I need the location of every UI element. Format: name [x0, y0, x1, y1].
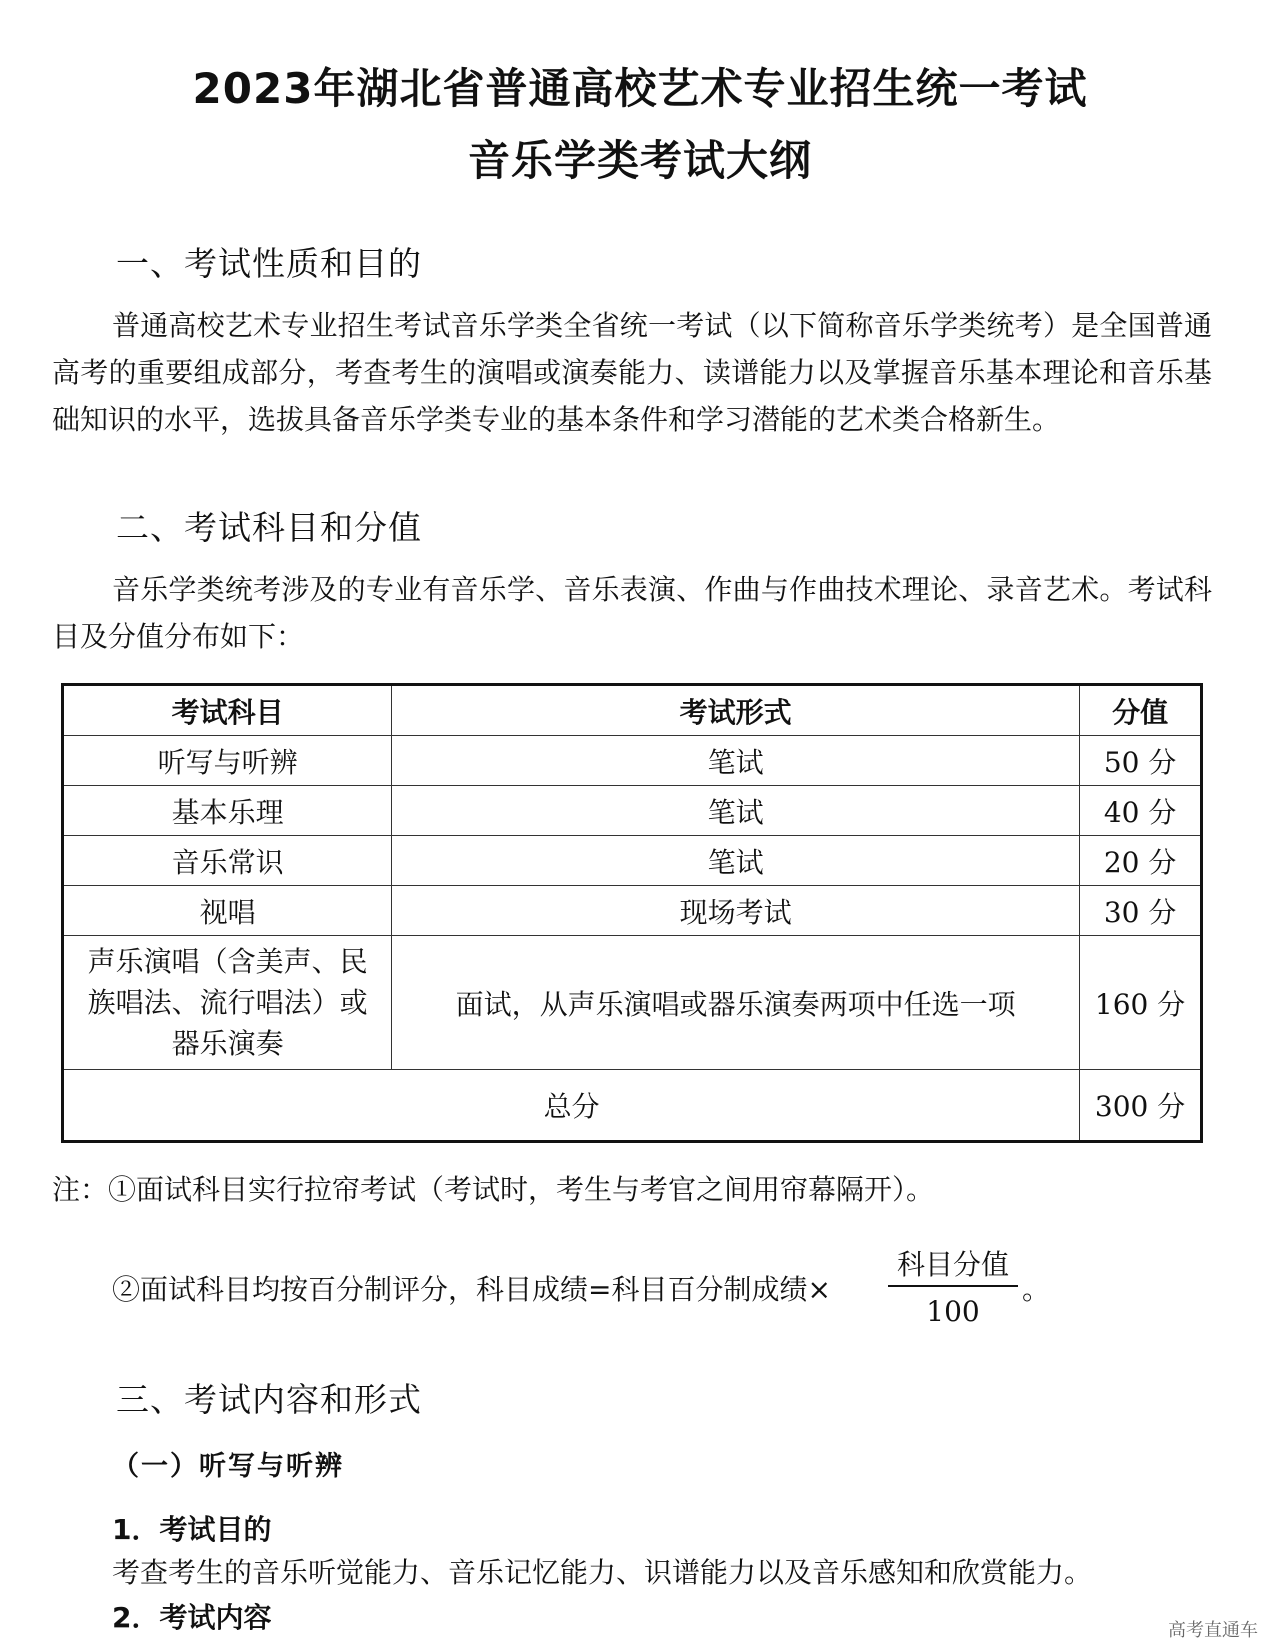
cell-format: 面试，从声乐演唱或器乐演奏两项中任选一项	[392, 936, 1080, 1070]
header-subject: 考试科目	[63, 685, 392, 736]
table-header-row	[63, 685, 1202, 736]
table-row	[63, 936, 1202, 1070]
cell-format: 笔试	[392, 836, 1080, 886]
note-2: ②面试科目均按百分制评分，科目成绩=科目百分制成绩×	[112, 1273, 831, 1306]
item1-text: 考查考生的音乐听觉能力、音乐记忆能力、识谱能力以及音乐感知和欣赏能力。	[112, 1556, 1093, 1589]
section2-paragraph: 音乐学类统考涉及的专业有音乐学、音乐表演、作曲与作曲技术理论、录音艺术。考试科目及分值分布如下：	[52, 573, 1212, 653]
subsection-heading: （一）听写与听辨	[112, 1451, 344, 1482]
header-score: 分值	[1080, 685, 1202, 736]
table-row	[63, 886, 1202, 936]
item1-heading: 1．考试目的	[112, 1513, 272, 1546]
fraction-numerator: 科目分值	[896, 1248, 1009, 1281]
item2-heading: 2．考试内容	[112, 1601, 272, 1634]
cell-subject: 音乐常识	[63, 836, 392, 886]
fraction-denominator: 100	[926, 1295, 980, 1328]
cell-score: 160 分	[1080, 936, 1202, 1070]
total-value: 300 分	[1080, 1070, 1202, 1142]
note-2-end: 。	[1022, 1273, 1051, 1306]
table-total-row	[63, 1070, 1202, 1142]
note-1: 注：①面试科目实行拉帘考试（考试时，考生与考官之间用帘幕隔开）。	[52, 1173, 935, 1206]
cell-score: 30 分	[1080, 886, 1202, 936]
cell-score: 50 分	[1080, 736, 1202, 786]
cell-subject: 声乐演唱（含美声、民族唱法、流行唱法）或器乐演奏	[63, 936, 392, 1070]
table-row	[63, 736, 1202, 786]
cell-score: 20 分	[1080, 836, 1202, 886]
cell-subject: 基本乐理	[63, 786, 392, 836]
section1-paragraph: 普通高校艺术专业招生考试音乐学类全省统一考试（以下简称音乐学类统考）是全国普通高考的重要组成部分，考查考生的演唱或演奏能力、读谱能力以及掌握音乐基本理论和音乐基础知识的水平，选拔具备音乐学类专业的基本条件和学习潜能的艺术类合格新生。	[52, 309, 1212, 436]
cell-score: 40 分	[1080, 786, 1202, 836]
total-label: 总分	[63, 1070, 1080, 1142]
cell-subject: 听写与听辨	[63, 736, 392, 786]
score-table	[61, 683, 1203, 1143]
cell-format: 笔试	[392, 736, 1080, 786]
header-format: 考试形式	[392, 685, 1080, 736]
table-row	[63, 836, 1202, 886]
document-title-line2: 音乐学类考试大纲	[467, 136, 812, 185]
cell-format: 笔试	[392, 786, 1080, 836]
document-title-line1: 2023年湖北省普通高校艺术专业招生统一考试	[192, 64, 1088, 113]
cell-format: 现场考试	[392, 886, 1080, 936]
table-row	[63, 786, 1202, 836]
section1-heading: 一、考试性质和目的	[116, 244, 422, 283]
score-fraction	[888, 1245, 1018, 1333]
watermark: 高考直通车	[1168, 1620, 1258, 1641]
section3-heading: 三、考试内容和形式	[116, 1380, 422, 1419]
cell-subject: 视唱	[63, 886, 392, 936]
section2-heading: 二、考试科目和分值	[116, 508, 422, 547]
